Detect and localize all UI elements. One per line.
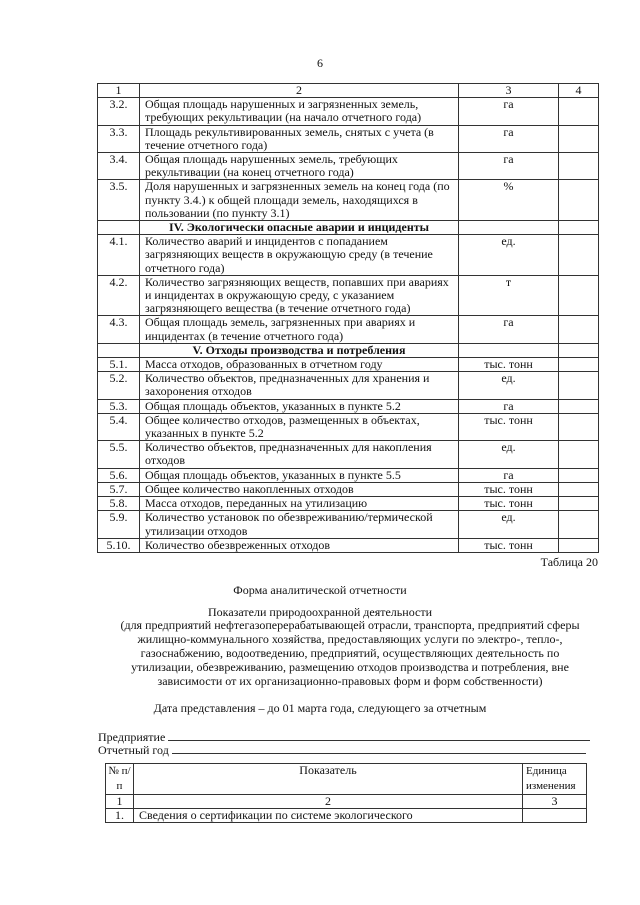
section-unit-empty (459, 343, 559, 357)
table-label: Таблица 20 (540, 555, 598, 569)
row-value[interactable] (559, 316, 599, 343)
row-unit: га (459, 153, 559, 180)
header-indicator: Показатель (134, 764, 523, 795)
row-unit: ед. (459, 372, 559, 399)
row-unit: ед. (459, 441, 559, 468)
row-value[interactable] (559, 511, 599, 538)
row-indicator: Площадь рекультивированных земель, снятых с учета (в течение отчетного года) (140, 125, 459, 152)
table-row (98, 441, 599, 468)
row-number: 5.6. (98, 468, 140, 482)
row-number: 5.9. (98, 511, 140, 538)
table-row (98, 399, 599, 413)
row-number: 3.4. (98, 153, 140, 180)
row-unit: га (459, 399, 559, 413)
table-row (98, 153, 599, 180)
column-number-row (98, 84, 599, 98)
row-number: 4.2. (98, 275, 140, 316)
table-row (98, 180, 599, 221)
row-value[interactable] (559, 468, 599, 482)
row-indicator: Общая площадь земель, загрязненных при авариях и инцидентах (в течение отчетного года) (140, 316, 459, 343)
table-row (98, 372, 599, 399)
section-unit-empty (459, 221, 559, 235)
row-value[interactable] (559, 413, 599, 440)
row-unit: га (459, 316, 559, 343)
section-value-empty (559, 221, 599, 235)
table-row (98, 275, 599, 316)
table-row (106, 809, 587, 823)
row-unit: тыс. тонн (459, 497, 559, 511)
row-indicator: Количество загрязняющих веществ, попавших при авариях и инцидентах в окружающую среду, с указанием загрязняющего вещества (в течение отчетного года) (140, 275, 459, 316)
section-title: V. Отходы производства и потребления (140, 343, 459, 357)
table-row (98, 358, 599, 372)
col-number: 3 (523, 795, 587, 809)
row-indicator: Количество объектов, предназначенных для хранения и захоронения отходов (140, 372, 459, 399)
form-title: Форма аналитической отчетности (233, 583, 407, 597)
enterprise-input-line[interactable] (168, 730, 590, 741)
row-indicator: Общая площадь нарушенных и загрязненных земель, требующих рекультивации (на начало отчетного года) (140, 98, 459, 125)
row-number: 4.3. (98, 316, 140, 343)
section-value-empty (559, 343, 599, 357)
table-row (98, 316, 599, 343)
row-value[interactable] (559, 399, 599, 413)
year-label: Отчетный год (98, 743, 169, 757)
row-number: 3.2. (98, 98, 140, 125)
row-number: 5.8. (98, 497, 140, 511)
row-unit: т (459, 275, 559, 316)
col-number: 4 (559, 84, 599, 98)
row-unit (523, 809, 587, 823)
row-indicator: Масса отходов, образованных в отчетном году (140, 358, 459, 372)
row-unit: ед. (459, 511, 559, 538)
heading: Показатели природоохранной деятельности (208, 605, 432, 619)
table-row (98, 125, 599, 152)
row-indicator: Доля нарушенных и загрязненных земель на конец года (по пункту 3.4.) к общей площади земель, находящихся в пользовании (по пункту 3.1) (140, 180, 459, 221)
row-value[interactable] (559, 235, 599, 276)
section-title: IV. Экологически опасные аварии и инциденты (140, 221, 459, 235)
row-value[interactable] (559, 441, 599, 468)
row-value[interactable] (559, 180, 599, 221)
row-unit: тыс. тонн (459, 358, 559, 372)
submission-date: Дата представления – до 01 марта года, следующего за отчетным (153, 701, 487, 715)
col-number: 3 (459, 84, 559, 98)
row-number: 5.7. (98, 482, 140, 496)
row-number: 5.2. (98, 372, 140, 399)
header-num: № п/п (106, 764, 134, 795)
row-indicator: Общая площадь нарушенных земель, требующих рекультивации (на конец отчетного года) (140, 153, 459, 180)
header-row (106, 764, 587, 795)
row-indicator: Количество объектов, предназначенных для накопления отходов (140, 441, 459, 468)
page-number: 6 (317, 56, 323, 70)
enterprise-label: Предприятие (98, 730, 166, 744)
section-header-row (98, 343, 599, 357)
row-unit: га (459, 468, 559, 482)
row-number: 5.3. (98, 399, 140, 413)
row-value[interactable] (559, 125, 599, 152)
row-value[interactable] (559, 372, 599, 399)
row-number: 4.1. (98, 235, 140, 276)
col-number: 2 (134, 795, 523, 809)
row-indicator: Общее количество накопленных отходов (140, 482, 459, 496)
table-row (98, 235, 599, 276)
row-indicator: Общее количество отходов, размещенных в объектах, указанных в пункте 5.2 (140, 413, 459, 440)
row-unit: ед. (459, 235, 559, 276)
row-indicator: Количество установок по обезвреживанию/термической утилизации отходов (140, 511, 459, 538)
row-indicator: Количество аварий и инцидентов с попаданием загрязняющих веществ в окружающую среду (в течение отчетного года) (140, 235, 459, 276)
section-number-empty (98, 221, 140, 235)
year-field[interactable] (98, 743, 586, 758)
row-value[interactable] (559, 98, 599, 125)
column-number-row (106, 795, 587, 809)
table-row (98, 482, 599, 496)
section-number-empty (98, 343, 140, 357)
row-indicator: Масса отходов, переданных на утилизацию (140, 497, 459, 511)
row-number: 3.5. (98, 180, 140, 221)
row-indicator: Общая площадь объектов, указанных в пункте 5.5 (140, 468, 459, 482)
row-number: 5.10. (98, 538, 140, 552)
row-number: 1. (106, 809, 134, 823)
row-value[interactable] (559, 275, 599, 316)
header-unit: Единица изменения (523, 764, 587, 795)
col-number: 1 (106, 795, 134, 809)
row-number: 5.1. (98, 358, 140, 372)
row-unit: % (459, 180, 559, 221)
row-value[interactable] (559, 358, 599, 372)
subheading: (для предприятий нефтегазоперерабатывающей отрасли, транспорта, предприятий сферы жилищно-коммунального хозяйства, предоставляющих услуги по электро-, тепло-, газоснабжению, водоотведению, предприятий, осуществляющих деятельность по утилизации, обезвреживанию, размещению отходов производства и потребления, вне зависимости от их организационно-правовых форм и форм собственности) (120, 618, 580, 688)
year-input-line[interactable] (172, 743, 586, 754)
row-number: 3.3. (98, 125, 140, 152)
row-value[interactable] (559, 538, 599, 552)
table-row (98, 497, 599, 511)
col-number: 1 (98, 84, 140, 98)
indicators-table-continued (97, 83, 599, 553)
table-row (98, 511, 599, 538)
row-value[interactable] (559, 482, 599, 496)
table-row (98, 538, 599, 552)
row-value[interactable] (559, 497, 599, 511)
section-header-row (98, 221, 599, 235)
row-unit: га (459, 98, 559, 125)
table-row (98, 98, 599, 125)
row-unit: тыс. тонн (459, 413, 559, 440)
table-row (98, 468, 599, 482)
row-number: 5.4. (98, 413, 140, 440)
col-number: 2 (140, 84, 459, 98)
row-indicator: Количество обезвреженных отходов (140, 538, 459, 552)
row-unit: тыс. тонн (459, 538, 559, 552)
row-value[interactable] (559, 153, 599, 180)
indicators-table-new (105, 763, 587, 823)
row-unit: тыс. тонн (459, 482, 559, 496)
table-row (98, 413, 599, 440)
row-indicator: Сведения о сертификации по системе экологического (134, 809, 523, 823)
row-number: 5.5. (98, 441, 140, 468)
row-unit: га (459, 125, 559, 152)
row-indicator: Общая площадь объектов, указанных в пункте 5.2 (140, 399, 459, 413)
